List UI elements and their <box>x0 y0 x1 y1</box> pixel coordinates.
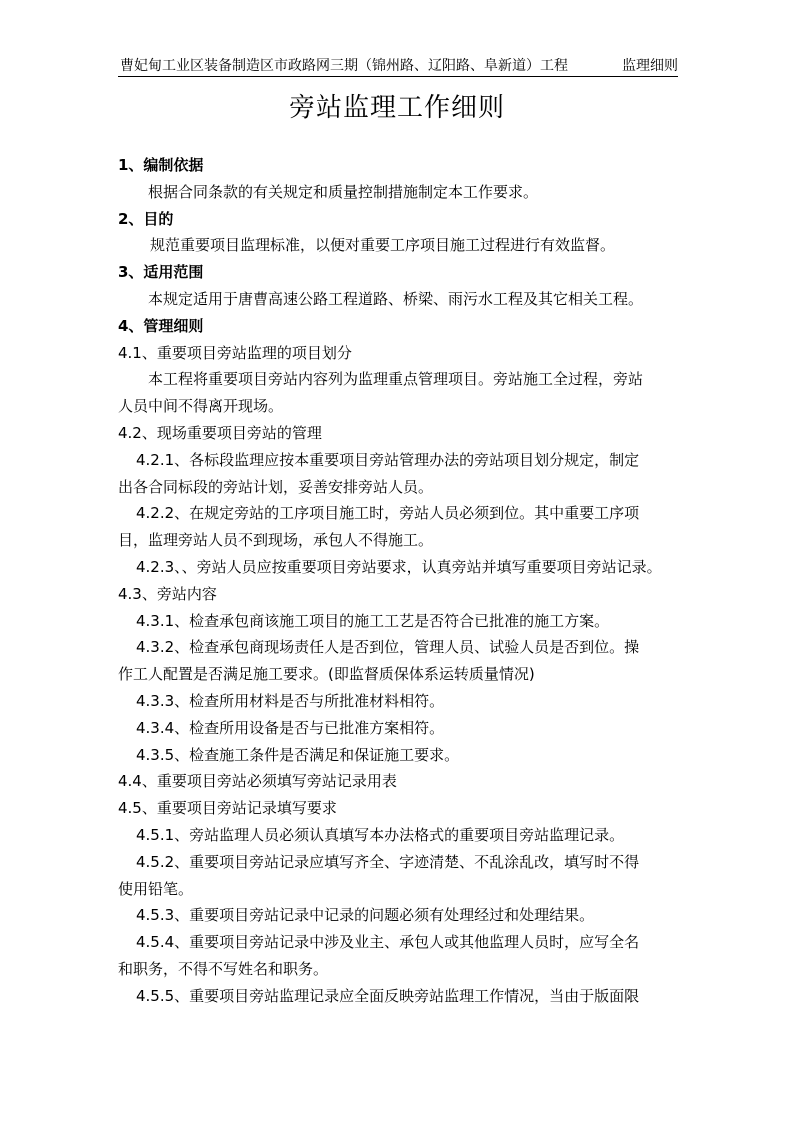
paragraph-line: 4.3.5、检查施工条件是否满足和保证施工要求。 <box>136 745 460 764</box>
paragraph-line: 根据合同条款的有关规定和质量控制措施制定本工作要求。 <box>148 182 539 201</box>
paragraph-line: 4.3.3、检查所用材料是否与所批准材料相符。 <box>136 691 445 710</box>
paragraph-line: 4.4、重要项目旁站必须填写旁站记录用表 <box>118 772 397 791</box>
paragraph-line: 4.2.3、、旁站人员应按重要项目旁站要求，认真旁站并填写重要项目旁站记录。 <box>136 557 662 576</box>
header-doc-type: 监理细则 <box>622 58 678 74</box>
paragraph-line: 作工人配置是否满足施工要求。(即监督质保体系运转质量情况) <box>118 665 535 684</box>
header-project-name: 曹妃甸工业区装备制造区市政路网三期（锦州路、辽阳路、阜新道）工程 <box>120 58 568 74</box>
paragraph-line: 目，监理旁站人员不到现场，承包人不得施工。 <box>118 531 434 550</box>
section-heading: 1、编制依据 <box>118 156 204 174</box>
paragraph-line: 4.2、现场重要项目旁站的管理 <box>118 423 322 442</box>
paragraph-line: 4.2.1、各标段监理应按本重要项目旁站管理办法的旁站项目划分规定，制定 <box>136 450 640 469</box>
paragraph-line: 使用铅笔。 <box>118 879 194 898</box>
paragraph-line: 4.3、旁站内容 <box>118 584 217 603</box>
paragraph-line: 本工程将重要项目旁站内容列为监理重点管理项目。旁站施工全过程，旁站 <box>148 370 644 389</box>
paragraph-line: 和职务，不得不写姓名和职务。 <box>118 959 329 978</box>
paragraph-line: 人员中间不得离开现场。 <box>118 397 284 416</box>
paragraph-line: 4.5.4、重要项目旁站记录中涉及业主、承包人或其他监理人员时，应写全名 <box>136 933 640 952</box>
section-heading: 4、管理细则 <box>118 316 204 335</box>
document-body <box>118 152 678 1010</box>
paragraph-line: 4.5、重要项目旁站记录填写要求 <box>118 799 337 818</box>
section-heading: 3、适用范围 <box>118 263 204 282</box>
paragraph-line: 4.3.1、检查承包商该施工项目的施工工艺是否符合已批准的施工方案。 <box>136 611 610 630</box>
document-title: 旁站监理工作细则 <box>288 93 505 123</box>
section-heading: 2、目的 <box>118 209 174 228</box>
paragraph-line: 4.3.2、检查承包商现场责任人是否到位，管理人员、试验人员是否到位。操 <box>136 638 640 657</box>
paragraph-line: 4.2.2、在规定旁站的工序项目施工时，旁站人员必须到位。其中重要工序项 <box>136 504 640 523</box>
paragraph-line: 规范重要项目监理标准，以便对重要工序项目施工过程进行有效监督。 <box>150 236 616 255</box>
page-header <box>118 56 678 77</box>
paragraph-line: 4.5.1、旁站监理人员必须认真填写本办法格式的重要项目旁站监理记录。 <box>136 825 625 844</box>
paragraph-line: 4.5.5、重要项目旁站监理记录应全面反映旁站监理工作情况，当由于版面限 <box>136 986 640 1005</box>
paragraph-line: 4.5.3、重要项目旁站记录中记录的问题必须有处理经过和处理结果。 <box>136 906 595 925</box>
paragraph-line: 出各合同标段的旁站计划，妥善安排旁站人员。 <box>118 477 434 496</box>
paragraph-line: 4.5.2、重要项目旁站记录应填写齐全、字迹清楚、不乱涂乱改，填写时不得 <box>136 852 640 871</box>
paragraph-line: 4.3.4、检查所用设备是否与已批准方案相符。 <box>136 718 445 737</box>
paragraph-line: 本规定适用于唐曹高速公路工程道路、桥梁、雨污水工程及其它相关工程。 <box>148 289 644 308</box>
paragraph-line: 4.1、重要项目旁站监理的项目划分 <box>118 343 352 362</box>
